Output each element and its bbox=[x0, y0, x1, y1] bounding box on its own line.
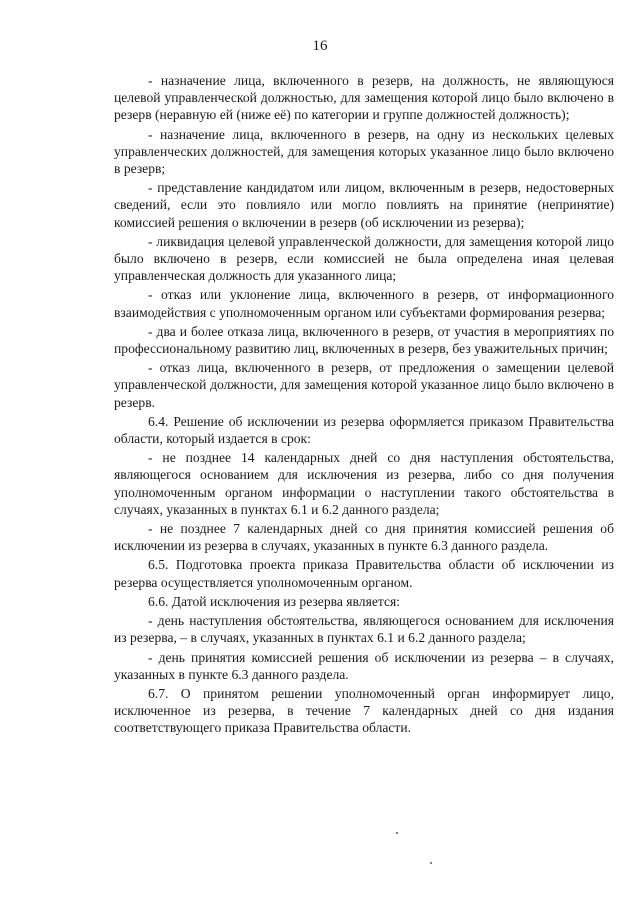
scan-speck bbox=[430, 862, 432, 864]
paragraph: - назначение лица, включенного в резерв, на должность, не являющуюся целевой управленческой должностью, для замещения которой лицо было включено в резерв (неравную ей (ниже её) по категории и группе должностей должность); bbox=[114, 73, 614, 123]
document-body bbox=[114, 72, 614, 739]
paragraph: 6.6. Датой исключения из резерва является: bbox=[148, 593, 401, 609]
paragraph: - представление кандидатом или лицом, включенным в резерв, недостоверных сведений, если это повлияло или могло повлиять на принятие (непринятие) комиссией решения о включении в резерв (об исключении из резерва); bbox=[114, 180, 614, 230]
scan-speck bbox=[396, 832, 398, 834]
paragraph: - день наступления обстоятельства, являющегося основанием для исключения из резерва, – в случаях, указанных в пунктах 6.1 и 6.2 данного раздела; bbox=[114, 613, 614, 646]
page-number: 16 bbox=[312, 38, 328, 54]
paragraph: - не позднее 7 календарных дней со дня принятия комиссией решения об исключении из резерва в случаях, указанных в пункте 6.3 данного раздела. bbox=[114, 521, 614, 554]
paragraph: - отказ или уклонение лица, включенного в резерв, от информационного взаимодействия с уполномоченным органом или субъектами формирования резерва; bbox=[114, 287, 614, 320]
paragraph: - не позднее 14 календарных дней со дня наступления обстоятельства, являющегося основанием для исключения из резерва, либо со дня получения уполномоченным органом информации о наступлении такого обстоятельства в случаях, указанных в пунктах 6.1 и 6.2 данного раздела; bbox=[114, 450, 614, 517]
paragraph: - отказ лица, включенного в резерв, от предложения о замещении целевой управленческой должности, для замещения которой указанное лицо было включено в резерв. bbox=[114, 360, 614, 410]
paragraph: - два и более отказа лица, включенного в резерв, от участия в мероприятиях по профессиональному развитию лиц, включенных в резерв, без уважительных причин; bbox=[114, 323, 614, 357]
paragraph: - назначение лица, включенного в резерв, на одну из нескольких целевых управленческих должностей, для замещения которых указанное лицо было включено в резерв; bbox=[114, 126, 614, 177]
paragraph: - день принятия комиссией решения об исключении из резерва – в случаях, указанных в пункте 6.3 данного раздела. bbox=[114, 649, 614, 682]
paragraph: 6.4. Решение об исключении из резерва оформляется приказом Правительства области, который издается в срок: bbox=[114, 413, 614, 447]
paragraph: 6.5. Подготовка проекта приказа Правительства области об исключении из резерва осуществляется уполномоченным органом. bbox=[114, 557, 614, 590]
paragraph: 6.7. О принятом решении уполномоченный орган информирует лицо, исключенное из резерва, в течение 7 календарных дней со дня издания соответствующего приказа Правительства области. bbox=[114, 685, 614, 736]
paragraph: - ликвидация целевой управленческой должности, для замещения которой лицо было включено в резерв, если комиссией не была определена иная целевая управленческая должность для указанного лица; bbox=[114, 233, 614, 284]
